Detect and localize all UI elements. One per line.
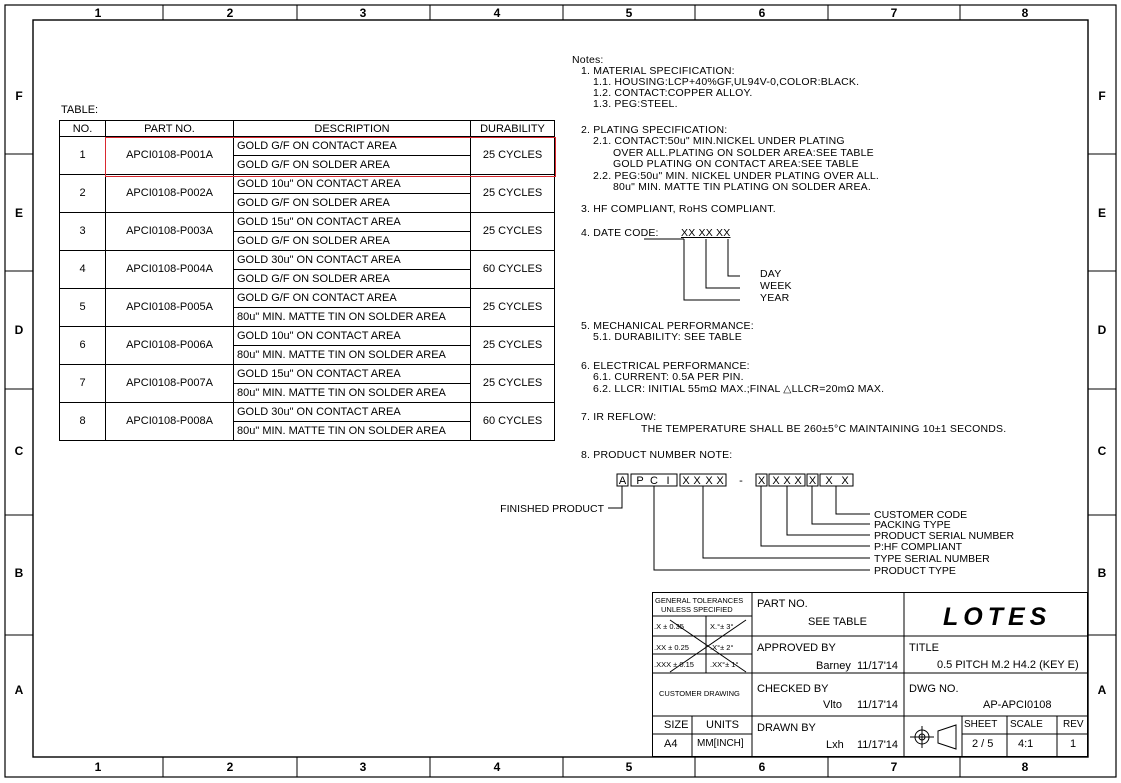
tol-row-3b: .XX°± 1° bbox=[710, 660, 739, 669]
row-label-A: A bbox=[14, 683, 24, 697]
table-row bbox=[60, 365, 555, 384]
row-desc-contact: GOLD 15u" ON CONTACT AREA bbox=[234, 365, 471, 384]
pn-label-product-serial: PRODUCT SERIAL NUMBER bbox=[874, 530, 1015, 542]
note-5-1: 5.1. DURABILITY: SEE TABLE bbox=[593, 331, 742, 343]
row-part-no: APCI0108-P008A bbox=[106, 403, 234, 441]
tol-row-2b: .X°± 2° bbox=[710, 643, 734, 652]
tol-title-2: UNLESS SPECIFIED bbox=[661, 605, 733, 614]
col-label-6: 6 bbox=[758, 6, 766, 20]
row-label-F: F bbox=[15, 89, 23, 103]
row-label-A-right: A bbox=[1097, 683, 1107, 697]
note-2-2b: 80u" MIN. MATTE TIN PLATING ON SOLDER AREA. bbox=[613, 181, 871, 193]
row-label-B: B bbox=[14, 566, 24, 580]
row-part-no: APCI0108-P003A bbox=[106, 213, 234, 251]
row-label-F-right: F bbox=[1098, 89, 1106, 103]
row-desc-solder: GOLD G/F ON SOLDER AREA bbox=[234, 232, 471, 251]
drawn-by-label: DRAWN BY bbox=[757, 722, 816, 734]
pn-label-finished-product: FINISHED PRODUCT bbox=[500, 503, 604, 515]
row-part-no: APCI0108-P006A bbox=[106, 327, 234, 365]
note-2-1a: 2.1. CONTACT:50u" MIN.NICKEL UNDER PLATING bbox=[593, 135, 845, 147]
units-value: MM[INCH] bbox=[697, 738, 744, 749]
customer-drawing-label: CUSTOMER DRAWING bbox=[659, 689, 740, 698]
col-label-6b: 6 bbox=[758, 760, 766, 774]
col-label-4: 4 bbox=[493, 6, 501, 20]
table-caption: TABLE: bbox=[61, 104, 99, 116]
drawn-by-date: 11/17'14 bbox=[857, 739, 899, 751]
note-6-2: 6.2. LLCR: INITIAL 55mΩ MAX.;FINAL △LLCR=20mΩ MAX. bbox=[593, 383, 885, 395]
drawn-by-name: Lxh bbox=[826, 739, 844, 751]
rev-value: 1 bbox=[1070, 738, 1077, 750]
table-row bbox=[60, 289, 555, 308]
row-no: 1 bbox=[60, 137, 106, 175]
date-code-week: WEEK bbox=[760, 280, 792, 292]
col-label-1b: 1 bbox=[94, 760, 102, 774]
row-part-no: APCI0108-P005A bbox=[106, 289, 234, 327]
pn-label-type-serial: TYPE SERIAL NUMBER bbox=[874, 553, 990, 565]
row-no: 3 bbox=[60, 213, 106, 251]
sheet-value: 2 / 5 bbox=[972, 738, 994, 750]
row-part-no: APCI0108-P004A bbox=[106, 251, 234, 289]
row-desc-solder: GOLD G/F ON SOLDER AREA bbox=[234, 156, 471, 175]
note-1-3: 1.3. PEG:STEEL. bbox=[593, 98, 678, 110]
col-label-4b: 4 bbox=[493, 760, 501, 774]
part-no-value: SEE TABLE bbox=[808, 616, 867, 628]
header-durability: DURABILITY bbox=[471, 121, 555, 137]
row-desc-solder: 80u" MIN. MATTE TIN ON SOLDER AREA bbox=[234, 422, 471, 441]
col-label-7b: 7 bbox=[890, 760, 898, 774]
col-label-1: 1 bbox=[94, 6, 102, 20]
note-6: 6. ELECTRICAL PERFORMANCE: bbox=[581, 360, 750, 372]
approved-by-name: Barney bbox=[816, 660, 851, 672]
note-1-1: 1.1. HOUSING:LCP+40%GF,UL94V-0,COLOR:BLACK. bbox=[593, 76, 860, 88]
note-1: 1. MATERIAL SPECIFICATION: bbox=[581, 65, 735, 77]
col-label-5: 5 bbox=[625, 6, 633, 20]
scale-label: SCALE bbox=[1010, 719, 1043, 730]
row-label-D: D bbox=[14, 323, 24, 337]
col-label-8b: 8 bbox=[1021, 760, 1029, 774]
pn-box-x5: X bbox=[757, 475, 766, 487]
row-desc-contact: GOLD 15u" ON CONTACT AREA bbox=[234, 213, 471, 232]
note-2-1c: GOLD PLATING ON CONTACT AREA:SEE TABLE bbox=[613, 158, 859, 170]
row-desc-contact: GOLD 30u" ON CONTACT AREA bbox=[234, 251, 471, 270]
row-desc-contact: GOLD 30u" ON CONTACT AREA bbox=[234, 403, 471, 422]
pn-box-x1: X bbox=[682, 475, 690, 487]
size-value: A4 bbox=[664, 738, 678, 750]
note-4: 4. DATE CODE: bbox=[581, 227, 659, 239]
table-row bbox=[60, 403, 555, 422]
row-durability: 60 CYCLES bbox=[471, 251, 555, 289]
row-durability: 25 CYCLES bbox=[471, 137, 555, 175]
row-desc-contact: GOLD 10u" ON CONTACT AREA bbox=[234, 175, 471, 194]
row-desc-solder: 80u" MIN. MATTE TIN ON SOLDER AREA bbox=[234, 384, 471, 403]
dwg-no-label: DWG NO. bbox=[909, 683, 959, 695]
row-no: 2 bbox=[60, 175, 106, 213]
col-label-3: 3 bbox=[359, 6, 367, 20]
row-highlight-box bbox=[105, 137, 556, 177]
note-2: 2. PLATING SPECIFICATION: bbox=[581, 124, 728, 136]
row-desc-solder: 80u" MIN. MATTE TIN ON SOLDER AREA bbox=[234, 346, 471, 365]
row-no: 6 bbox=[60, 327, 106, 365]
pn-box-I: I bbox=[666, 475, 670, 487]
approved-by-date: 11/17'14 bbox=[857, 660, 899, 672]
pn-box-x9: X bbox=[808, 475, 817, 487]
title-value: 0.5 PITCH M.2 H4.2 (KEY E) bbox=[937, 659, 1079, 671]
table-row bbox=[60, 327, 555, 346]
company-logo: LOTES bbox=[943, 603, 1052, 631]
note-5: 5. MECHANICAL PERFORMANCE: bbox=[581, 320, 754, 332]
row-desc-contact: GOLD 10u" ON CONTACT AREA bbox=[234, 327, 471, 346]
note-6-1: 6.1. CURRENT: 0.5A PER PIN. bbox=[593, 371, 744, 383]
row-label-E: E bbox=[14, 206, 24, 220]
pn-box-x7: X bbox=[783, 475, 791, 487]
tol-row-1a: .X ± 0.35 bbox=[654, 622, 684, 631]
pn-box-x11: X bbox=[841, 475, 849, 487]
header-no: NO. bbox=[60, 121, 106, 137]
row-desc-solder: 80u" MIN. MATTE TIN ON SOLDER AREA bbox=[234, 308, 471, 327]
pn-box-x6: X bbox=[772, 475, 780, 487]
table-row bbox=[60, 213, 555, 232]
tol-title-1: GENERAL TOLERANCES bbox=[655, 596, 744, 605]
dwg-no-value: AP-APCI0108 bbox=[983, 699, 1052, 711]
projection-symbol-icon bbox=[910, 725, 956, 749]
row-no: 7 bbox=[60, 365, 106, 403]
row-label-E-right: E bbox=[1097, 206, 1107, 220]
row-no: 8 bbox=[60, 403, 106, 441]
row-durability: 25 CYCLES bbox=[471, 175, 555, 213]
pn-box-C: C bbox=[650, 475, 658, 487]
rev-label: REV bbox=[1063, 719, 1084, 730]
row-label-D-right: D bbox=[1097, 323, 1107, 337]
size-label: SIZE bbox=[664, 719, 689, 731]
pn-label-product-type: PRODUCT TYPE bbox=[874, 565, 956, 577]
row-desc-contact: GOLD G/F ON CONTACT AREA bbox=[234, 289, 471, 308]
row-durability: 25 CYCLES bbox=[471, 327, 555, 365]
header-part-no: PART NO. bbox=[106, 121, 234, 137]
tol-row-1b: X.°± 3° bbox=[710, 622, 734, 631]
checked-by-label: CHECKED BY bbox=[757, 683, 829, 695]
notes-heading: Notes: bbox=[572, 54, 604, 66]
pn-box-P: P bbox=[636, 475, 644, 487]
table-row bbox=[60, 251, 555, 270]
row-no: 5 bbox=[60, 289, 106, 327]
date-code-value: XX XX XX bbox=[681, 227, 731, 239]
approved-by-label: APPROVED BY bbox=[757, 642, 836, 654]
note-2-1b: OVER ALL.PLATING ON SOLDER AREA:SEE TABLE bbox=[613, 147, 874, 159]
pn-dash: - bbox=[739, 475, 743, 487]
note-3: 3. HF COMPLIANT, RoHS COMPLIANT. bbox=[581, 203, 776, 215]
pn-box-x2: X bbox=[693, 475, 701, 487]
col-label-3b: 3 bbox=[359, 760, 367, 774]
note-1-2: 1.2. CONTACT:COPPER ALLOY. bbox=[593, 87, 753, 99]
part-no-label: PART NO. bbox=[757, 598, 808, 610]
col-label-8: 8 bbox=[1021, 6, 1029, 20]
row-part-no: APCI0108-P002A bbox=[106, 175, 234, 213]
sheet-label: SHEET bbox=[964, 719, 998, 730]
row-desc-solder: GOLD G/F ON SOLDER AREA bbox=[234, 270, 471, 289]
table-header-row bbox=[60, 121, 555, 137]
col-label-7: 7 bbox=[890, 6, 898, 20]
note-2-2a: 2.2. PEG:50u" MIN. NICKEL UNDER PLATING OVER ALL. bbox=[593, 170, 880, 182]
date-code-leaders bbox=[640, 236, 760, 306]
part-number-diagram bbox=[480, 470, 1040, 582]
units-label: UNITS bbox=[706, 719, 739, 731]
note-8: 8. PRODUCT NUMBER NOTE: bbox=[581, 449, 733, 461]
row-durability: 25 CYCLES bbox=[471, 213, 555, 251]
pn-box-A: A bbox=[618, 475, 627, 487]
row-label-C: C bbox=[14, 444, 24, 458]
date-code-day: DAY bbox=[760, 268, 782, 280]
scale-value: 4:1 bbox=[1018, 738, 1034, 750]
col-label-5b: 5 bbox=[625, 760, 633, 774]
date-code-year: YEAR bbox=[760, 292, 790, 304]
tol-row-2a: .XX ± 0.25 bbox=[654, 643, 689, 652]
pn-label-packing-type: PACKING TYPE bbox=[874, 519, 951, 531]
checked-by-name: Vlto bbox=[823, 699, 842, 711]
row-durability: 25 CYCLES bbox=[471, 365, 555, 403]
row-label-B-right: B bbox=[1097, 566, 1107, 580]
pn-box-x8: X bbox=[794, 475, 802, 487]
pn-box-x10: X bbox=[825, 475, 833, 487]
pn-box-x4: X bbox=[716, 475, 724, 487]
row-part-no: APCI0108-P007A bbox=[106, 365, 234, 403]
row-part-no: APCI0108-P001A bbox=[106, 137, 234, 175]
row-no: 4 bbox=[60, 251, 106, 289]
row-desc-contact: GOLD G/F ON CONTACT AREA bbox=[234, 137, 471, 156]
col-label-2: 2 bbox=[226, 6, 234, 20]
note-7-1: THE TEMPERATURE SHALL BE 260±5°C MAINTAINING 10±1 SECONDS. bbox=[641, 423, 1007, 435]
col-label-2b: 2 bbox=[226, 760, 234, 774]
title-label: TITLE bbox=[909, 642, 939, 654]
tol-row-3a: .XXX ± 0.15 bbox=[654, 660, 694, 669]
note-7: 7. IR REFLOW: bbox=[581, 411, 657, 423]
table-row bbox=[60, 175, 555, 194]
pn-label-customer-code: CUSTOMER CODE bbox=[874, 509, 968, 521]
row-durability: 25 CYCLES bbox=[471, 289, 555, 327]
row-desc-solder: GOLD G/F ON SOLDER AREA bbox=[234, 194, 471, 213]
checked-by-date: 11/17'14 bbox=[857, 699, 899, 711]
row-label-C-right: C bbox=[1097, 444, 1107, 458]
header-description: DESCRIPTION bbox=[234, 121, 471, 137]
pn-label-hf-compliant: P:HF COMPLIANT bbox=[874, 541, 963, 553]
pn-box-x3: X bbox=[705, 475, 713, 487]
row-durability: 60 CYCLES bbox=[471, 403, 555, 441]
